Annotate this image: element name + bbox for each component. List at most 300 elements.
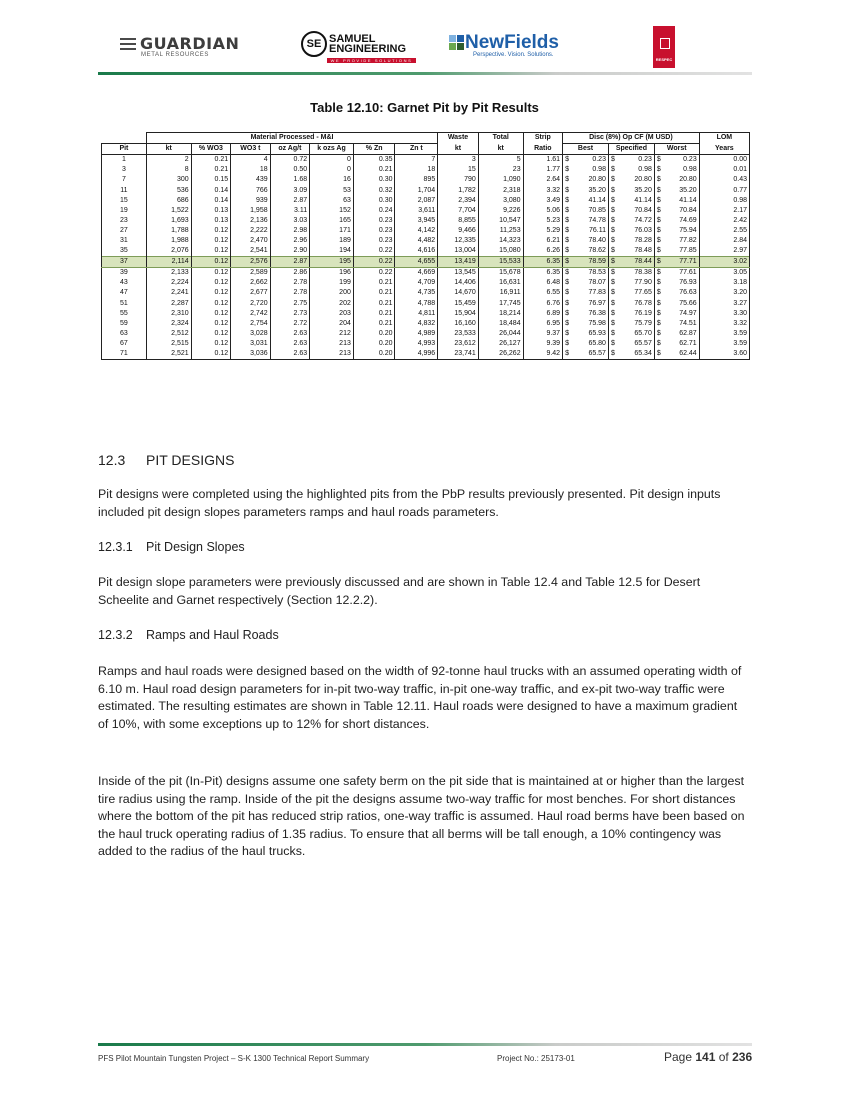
header-waste: Waste	[438, 133, 479, 144]
table-cell-money	[654, 226, 699, 236]
table-cell: 15,533	[478, 257, 523, 268]
guardian-bars-icon	[120, 38, 136, 50]
table-cell: 4,996	[395, 349, 438, 360]
table-cell: 766	[231, 185, 270, 195]
table-cell: 0.50	[270, 165, 309, 175]
table-cell: 1,522	[146, 206, 191, 216]
table-cell: 7	[395, 155, 438, 166]
header-disc-op-cf: Disc (8%) Op CF (M USD)	[563, 133, 700, 144]
table-cell-pit: 31	[102, 236, 147, 246]
money-value: 70.84	[679, 206, 697, 214]
money-value: 78.38	[634, 269, 652, 277]
table-cell: 0.14	[191, 196, 230, 206]
table-cell: 5.23	[523, 216, 562, 226]
table-cell: 0.21	[353, 288, 395, 298]
table-cell: 9.39	[523, 339, 562, 349]
table-cell-money	[563, 257, 609, 268]
table-cell: 16,911	[478, 288, 523, 298]
table-cell-money	[563, 278, 609, 288]
currency-symbol: $	[610, 156, 615, 164]
money-value: 77.82	[679, 236, 697, 244]
table-title: Table 12.10: Garnet Pit by Pit Results	[310, 100, 539, 115]
money-value: 0.98	[592, 166, 606, 174]
money-value: 65.70	[634, 329, 652, 337]
table-cell-money	[608, 268, 654, 279]
currency-symbol: $	[610, 166, 615, 174]
money-value: 41.14	[634, 196, 652, 204]
table-cell-money	[608, 339, 654, 349]
table-row	[102, 216, 750, 226]
subsection-heading-pit-design-slopes	[98, 540, 245, 554]
table-cell: 1.68	[270, 175, 309, 185]
money-value: 78.53	[588, 269, 606, 277]
currency-symbol: $	[656, 339, 661, 347]
table-cell-money	[608, 257, 654, 268]
table-cell-pit: 43	[102, 278, 147, 288]
currency-symbol: $	[656, 319, 661, 327]
table-cell-pit: 47	[102, 288, 147, 298]
table-cell: 8	[146, 165, 191, 175]
table-cell: 3.20	[699, 288, 749, 298]
table-cell-pit: 1	[102, 155, 147, 166]
table-row	[102, 236, 750, 246]
money-value: 75.66	[679, 299, 697, 307]
money-value: 78.40	[588, 236, 606, 244]
table-cell: 212	[310, 329, 354, 339]
currency-symbol: $	[656, 350, 661, 358]
header-lom: LOM	[699, 133, 749, 144]
table-cell-money	[563, 175, 609, 185]
table-cell: 0.24	[353, 206, 395, 216]
table-cell: 4,735	[395, 288, 438, 298]
currency-symbol: $	[610, 309, 615, 317]
currency-symbol: $	[610, 216, 615, 224]
table-cell: 2,076	[146, 246, 191, 257]
table-cell: 4,669	[395, 268, 438, 279]
table-cell: 3,611	[395, 206, 438, 216]
table-cell: 0	[310, 155, 354, 166]
currency-symbol: $	[565, 226, 569, 234]
page-current: 141	[695, 1050, 716, 1064]
currency-symbol: $	[656, 247, 661, 255]
table-cell: 2,222	[231, 226, 270, 236]
table-cell-pit: 3	[102, 165, 147, 175]
table-cell: 4,655	[395, 257, 438, 268]
ramps-haul-roads-paragraph-2: Inside of the pit (In-Pit) designs assume one safety berm on the pit side that is maintained at or higher than the largest tire radius using the ramp. Inside of the pit the designs assume two-way traffic for most benches. For short distances where the bottom of the pit has reduced strip ratios, one-way traffic is assumed. Haul road berms have been based on the haul truck operating radius of 1.35 radius. To ensure that all berms will be tall enough, a 10% contingency was added to the radius of the haul trucks.	[98, 774, 745, 858]
table-cell: 0.21	[191, 155, 230, 166]
table-cell: 26,044	[478, 329, 523, 339]
table-row	[102, 175, 750, 185]
table-cell-money	[563, 246, 609, 257]
table-cell: 2.98	[270, 226, 309, 236]
col-header-kt: kt	[146, 144, 191, 155]
currency-symbol: $	[565, 206, 569, 214]
currency-symbol: $	[610, 319, 615, 327]
table-cell: 0.23	[353, 226, 395, 236]
table-cell-money	[608, 196, 654, 206]
table-cell-money	[654, 206, 699, 216]
table-cell: 0.21	[353, 299, 395, 309]
table-cell: 5.06	[523, 206, 562, 216]
table-cell: 171	[310, 226, 354, 236]
currency-symbol: $	[610, 247, 615, 255]
table-cell-pit: 51	[102, 299, 147, 309]
money-value: 74.51	[679, 319, 697, 327]
table-cell: 4,788	[395, 299, 438, 309]
money-value: 77.90	[634, 279, 652, 287]
table-cell: 165	[310, 216, 354, 226]
table-row	[102, 226, 750, 236]
col-header-worst: Worst	[654, 144, 699, 155]
table-cell: 2.87	[270, 257, 309, 268]
table-cell: 213	[310, 349, 354, 360]
table-cell: 14,670	[438, 288, 479, 298]
currency-symbol: $	[610, 329, 615, 337]
table-cell-pit: 35	[102, 246, 147, 257]
table-cell: 2.78	[270, 288, 309, 298]
table-cell: 0.43	[699, 175, 749, 185]
col-header-pct-wo3: % WO3	[191, 144, 230, 155]
page-header	[98, 26, 752, 68]
table-cell: 2,677	[231, 288, 270, 298]
currency-symbol: $	[610, 299, 615, 307]
money-value: 62.71	[679, 339, 697, 347]
table-cell: 17,745	[478, 299, 523, 309]
table-cell: 15,678	[478, 268, 523, 279]
table-cell: 2.42	[699, 216, 749, 226]
table-cell-pit: 55	[102, 309, 147, 319]
table-cell: 16,631	[478, 278, 523, 288]
table-cell: 2.63	[270, 329, 309, 339]
table-row	[102, 299, 750, 309]
pit-design-slopes-paragraph: Pit design slope parameters were previously discussed and are shown in Table 12.4 and Table 12.5 for Desert Scheelite and Garnet respectively (Section 12.2.2).	[98, 575, 701, 607]
table-cell-money	[654, 175, 699, 185]
table-cell: 0.12	[191, 339, 230, 349]
table-cell-money	[563, 185, 609, 195]
table-cell: 4,811	[395, 309, 438, 319]
table-cell-money	[608, 246, 654, 257]
table-cell-money	[654, 196, 699, 206]
samuel-logo-tagline: WE PROVIDE SOLUTIONS	[327, 58, 416, 63]
table-cell: 15,904	[438, 309, 479, 319]
table-cell: 3,945	[395, 216, 438, 226]
page-total: 236	[732, 1050, 753, 1064]
table-cell: 2.72	[270, 319, 309, 329]
table-cell: 3.32	[523, 185, 562, 195]
currency-symbol: $	[610, 279, 615, 287]
table-cell: 23,533	[438, 329, 479, 339]
table-cell: 2,394	[438, 196, 479, 206]
table-cell: 6.89	[523, 309, 562, 319]
table-cell: 13,419	[438, 257, 479, 268]
table-cell-pit: 39	[102, 268, 147, 279]
table-cell: 4	[231, 155, 270, 166]
table-cell: 0.12	[191, 236, 230, 246]
table-cell: 0.13	[191, 216, 230, 226]
table-cell: 12,335	[438, 236, 479, 246]
table-cell: 0.12	[191, 319, 230, 329]
table-cell: 6.76	[523, 299, 562, 309]
currency-symbol: $	[610, 236, 615, 244]
table-cell-money	[563, 155, 609, 166]
table-cell: 1.61	[523, 155, 562, 166]
table-cell: 439	[231, 175, 270, 185]
table-row-highlighted	[102, 257, 750, 268]
subsection-number: 12.3.2	[98, 628, 133, 642]
table-cell: 53	[310, 185, 354, 195]
table-cell-money	[654, 329, 699, 339]
table-cell: 2,720	[231, 299, 270, 309]
table-cell: 18	[395, 165, 438, 175]
table-cell: 0.21	[353, 165, 395, 175]
table-cell-pit: 11	[102, 185, 147, 195]
table-row	[102, 185, 750, 195]
footer-report-title: PFS Pilot Mountain Tungsten Project – S-K 1300 Technical Report Summary	[98, 1054, 370, 1063]
money-value: 0.23	[683, 156, 697, 164]
money-value: 41.14	[588, 196, 606, 204]
table-cell-money	[563, 349, 609, 360]
table-cell: 1,090	[478, 175, 523, 185]
table-cell-money	[654, 319, 699, 329]
table-cell: 0.12	[191, 349, 230, 360]
currency-symbol: $	[656, 176, 661, 184]
table-cell-money	[608, 216, 654, 226]
table-cell: 2.73	[270, 309, 309, 319]
table-cell-money	[563, 206, 609, 216]
money-value: 65.57	[634, 339, 652, 347]
table-cell: 14,406	[438, 278, 479, 288]
table-row	[102, 309, 750, 319]
table-cell: 6.26	[523, 246, 562, 257]
table-cell-money	[608, 299, 654, 309]
money-value: 77.61	[679, 269, 697, 277]
money-value: 74.78	[588, 216, 606, 224]
samuel-logo-line1: SAMUEL	[329, 33, 376, 45]
table-cell: 0.77	[699, 185, 749, 195]
table-cell: 3.32	[699, 319, 749, 329]
currency-symbol: $	[565, 247, 569, 255]
money-value: 0.98	[638, 166, 652, 174]
col-header-oz-ag-t: oz Ag/t	[270, 144, 309, 155]
currency-symbol: $	[565, 329, 569, 337]
table-cell: 0.12	[191, 257, 230, 268]
table-cell-money	[654, 278, 699, 288]
table-cell: 9.42	[523, 349, 562, 360]
header-strip: Strip	[523, 133, 562, 144]
newfields-logo-name: NewFields	[465, 32, 559, 53]
currency-symbol: $	[610, 289, 615, 297]
money-value: 35.20	[679, 186, 697, 194]
table-cell-money	[563, 309, 609, 319]
table-cell: 2	[146, 155, 191, 166]
table-cell: 1,782	[438, 185, 479, 195]
table-cell-pit: 23	[102, 216, 147, 226]
table-cell-pit: 71	[102, 349, 147, 360]
table-cell: 2,515	[146, 339, 191, 349]
table-cell: 13,004	[438, 246, 479, 257]
table-cell: 1,988	[146, 236, 191, 246]
currency-symbol: $	[565, 299, 569, 307]
table-cell-money	[608, 329, 654, 339]
table-cell: 3.59	[699, 329, 749, 339]
currency-symbol: $	[565, 350, 569, 358]
table-cell-money	[654, 257, 699, 268]
table-row	[102, 329, 750, 339]
table-cell: 16,160	[438, 319, 479, 329]
table-cell: 3.49	[523, 196, 562, 206]
currency-symbol: $	[610, 258, 615, 266]
table-cell: 6.21	[523, 236, 562, 246]
col-header-waste-kt: kt	[438, 144, 479, 155]
table-cell: 15,459	[438, 299, 479, 309]
table-cell-money	[654, 288, 699, 298]
money-value: 65.57	[588, 350, 606, 358]
table-cell: 3.60	[699, 349, 749, 360]
table-cell: 1,958	[231, 206, 270, 216]
table-cell: 3.09	[270, 185, 309, 195]
table-cell: 4,989	[395, 329, 438, 339]
table-cell: 3.02	[699, 257, 749, 268]
subsection-title: Ramps and Haul Roads	[146, 628, 279, 642]
currency-symbol: $	[610, 196, 615, 204]
footer-divider	[98, 1043, 752, 1046]
currency-symbol: $	[610, 350, 615, 358]
table-cell: 1,704	[395, 185, 438, 195]
currency-symbol: $	[565, 319, 569, 327]
table-cell: 18,214	[478, 309, 523, 319]
currency-symbol: $	[565, 196, 569, 204]
newfields-logo-subtitle: Perspective. Vision. Solutions.	[473, 52, 554, 58]
currency-symbol: $	[656, 166, 661, 174]
table-cell: 9,466	[438, 226, 479, 236]
table-cell-money	[654, 216, 699, 226]
currency-symbol: $	[565, 269, 569, 277]
table-cell: 13,545	[438, 268, 479, 279]
money-value: 70.84	[634, 206, 652, 214]
currency-symbol: $	[656, 156, 661, 164]
table-cell: 2.55	[699, 226, 749, 236]
col-header-years: Years	[699, 144, 749, 155]
table-cell-money	[608, 185, 654, 195]
money-value: 62.44	[679, 350, 697, 358]
currency-symbol: $	[656, 216, 661, 224]
table-cell: 1.77	[523, 165, 562, 175]
currency-symbol: $	[656, 236, 661, 244]
money-value: 20.80	[679, 176, 697, 184]
table-row	[102, 165, 750, 175]
table-cell: 790	[438, 175, 479, 185]
table-cell: 0.21	[353, 309, 395, 319]
table-cell-pit: 67	[102, 339, 147, 349]
table-cell: 3	[438, 155, 479, 166]
money-value: 76.93	[679, 279, 697, 287]
table-row	[102, 155, 750, 166]
money-value: 77.65	[634, 289, 652, 297]
table-cell: 2,114	[146, 257, 191, 268]
table-cell: 895	[395, 175, 438, 185]
table-cell: 0.32	[353, 185, 395, 195]
table-cell-money	[608, 278, 654, 288]
table-cell: 4,142	[395, 226, 438, 236]
table-cell-money	[563, 226, 609, 236]
table-cell: 2,133	[146, 268, 191, 279]
money-value: 75.79	[634, 319, 652, 327]
table-cell: 0	[310, 165, 354, 175]
table-cell-money	[608, 206, 654, 216]
table-cell: 2,241	[146, 288, 191, 298]
currency-symbol: $	[656, 269, 661, 277]
table-cell: 0.12	[191, 299, 230, 309]
header-total: Total	[478, 133, 523, 144]
table-cell: 200	[310, 288, 354, 298]
table-cell: 2,470	[231, 236, 270, 246]
table-cell: 2,310	[146, 309, 191, 319]
money-value: 78.28	[634, 236, 652, 244]
table-cell: 0.23	[353, 236, 395, 246]
currency-symbol: $	[565, 236, 569, 244]
table-cell-money	[654, 165, 699, 175]
currency-symbol: $	[610, 176, 615, 184]
table-cell: 9,226	[478, 206, 523, 216]
table-cell-money	[608, 226, 654, 236]
money-value: 78.62	[588, 247, 606, 255]
table-cell-money	[608, 288, 654, 298]
col-header-zn-t: Zn t	[395, 144, 438, 155]
table-row	[102, 288, 750, 298]
table-cell-money	[563, 216, 609, 226]
table-cell: 0.20	[353, 329, 395, 339]
currency-symbol: $	[656, 186, 661, 194]
table-cell: 4,616	[395, 246, 438, 257]
table-cell: 4,709	[395, 278, 438, 288]
guardian-logo-subtitle: METAL RESOURCES	[141, 52, 210, 58]
table-cell: 0.20	[353, 339, 395, 349]
table-cell: 0.12	[191, 309, 230, 319]
table-cell: 204	[310, 319, 354, 329]
currency-symbol: $	[610, 269, 615, 277]
table-cell-money	[654, 246, 699, 257]
currency-symbol: $	[610, 186, 615, 194]
table-cell: 0.21	[191, 165, 230, 175]
table-cell: 0.30	[353, 175, 395, 185]
table-cell: 0.12	[191, 329, 230, 339]
table-row	[102, 349, 750, 360]
table-cell: 2.17	[699, 206, 749, 216]
money-value: 70.85	[588, 206, 606, 214]
money-value: 35.20	[588, 186, 606, 194]
table-cell: 0.12	[191, 268, 230, 279]
table-cell-money	[654, 155, 699, 166]
table-cell: 15,080	[478, 246, 523, 257]
table-cell-money	[563, 339, 609, 349]
currency-symbol: $	[565, 156, 569, 164]
table-cell: 3.18	[699, 278, 749, 288]
money-value: 78.44	[634, 258, 652, 266]
table-cell: 5.29	[523, 226, 562, 236]
newfields-logo	[449, 32, 559, 58]
money-value: 0.23	[592, 156, 606, 164]
table-cell: 7,704	[438, 206, 479, 216]
table-cell: 9.37	[523, 329, 562, 339]
table-cell: 1,693	[146, 216, 191, 226]
col-header-wo3-t: WO3 t	[231, 144, 270, 155]
newfields-squares-icon	[449, 35, 465, 51]
table-cell: 14,323	[478, 236, 523, 246]
col-header-k-ozs-ag: k ozs Ag	[310, 144, 354, 155]
table-cell: 3.59	[699, 339, 749, 349]
currency-symbol: $	[565, 166, 569, 174]
money-value: 77.85	[679, 247, 697, 255]
